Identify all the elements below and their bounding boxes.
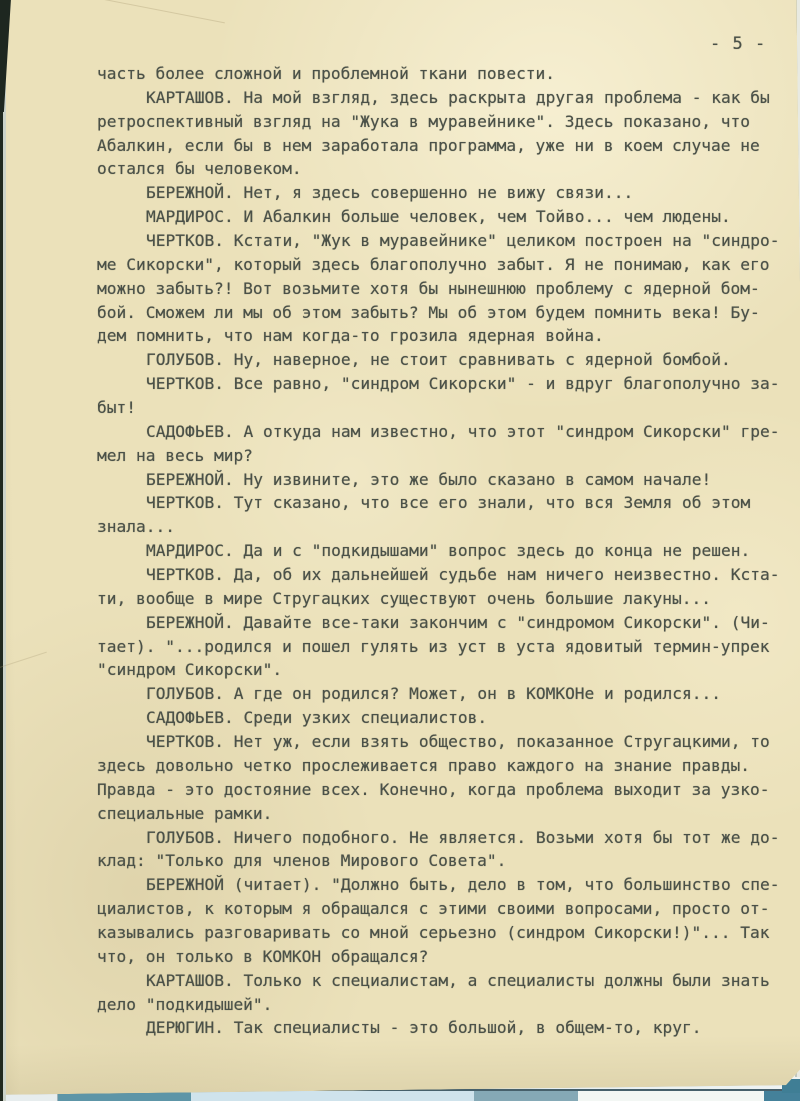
text-line: ретроспективный взгляд на "Жука в муравейнике". Здесь показано, что [97, 111, 750, 131]
text-line: ЧЕРТКОВ. Тут сказано, что все его знали, что вся Земля об этом [146, 493, 751, 513]
text-line: часть более сложной и проблемной ткани повести. [97, 64, 556, 83]
text-line: ГОЛУБОВ. А где он родился? Может, он в КОМКОНе и родился... [146, 684, 721, 704]
text-line: ЧЕРТКОВ. Да, об их дальнейшей судьбе нам ничего неизвестно. Кста- [146, 565, 780, 585]
text-line: ГОЛУБОВ. Ничего подобного. Не является. Возьми хотя бы тот же до- [146, 827, 780, 847]
text-line: тает). "...родился и пошел гулять из уст в уста ядовитый термин-упрек [97, 636, 770, 656]
text-line: здесь довольно четко прослеживается право каждого на знание правды. [97, 755, 750, 775]
text-line: специальные рамки. [97, 803, 273, 823]
text-line: мел на весь мир? [97, 445, 253, 465]
text-line: Правда - это достояние всех. Конечно, когда проблема выходит за узко- [97, 779, 770, 799]
text-line: САДОФЬЕВ. Среди узких специалистов. [146, 708, 488, 728]
text-line: можно забыть?! Вот возьмите хотя бы нынешнюю проблему с ядерной бом- [97, 278, 760, 298]
text-line: ДЕРЮГИН. Так специалисты - это большой, в общем-то, круг. [146, 1018, 702, 1038]
text-line: БЕРЕЖНОЙ (читает). "Должно быть, дело в том, что большинство спе- [146, 875, 780, 895]
text-line: дело "подкидышей". [97, 994, 273, 1014]
text-line: ЧЕРТКОВ. Кстати, "Жук в муравейнике" целиком построен на "синдро- [146, 231, 780, 251]
text-line: КАРТАШОВ. На мой взгляд, здесь раскрыта другая проблема - как бы [146, 87, 770, 107]
text-line: МАРДИРОС. Да и с "подкидышами" вопрос здесь до конца не решен. [146, 541, 751, 561]
text-line: МАРДИРОС. И Абалкин больше человек, чем Тойво... чем людены. [146, 207, 731, 227]
text-line: быт! [97, 398, 136, 418]
text-line: ЧЕРТКОВ. Все равно, "синдром Сикорски" - и вдруг благополучно за- [146, 374, 780, 394]
text-line: дем помнить, что нам когда-то грозила ядерная война. [97, 326, 604, 346]
text-column [97, 62, 797, 1040]
text-line: остался бы человеком. [97, 159, 302, 179]
text-line: САДОФЬЕВ. А откуда нам известно, что этот "синдром Сикорски" гре- [146, 421, 780, 441]
page-number: - 5 - [710, 34, 767, 54]
text-line: Абалкин, если бы в нем заработала программа, уже ни в коем случае не [97, 135, 760, 155]
text-line: "синдром Сикорски". [97, 660, 283, 680]
text-line: бой. Сможем ли мы об этом забыть? Мы об этом будем помнить века! Бу- [97, 302, 760, 322]
text-line: что, он только в КОМКОН обращался? [97, 946, 429, 966]
text-line: знала... [97, 517, 175, 537]
text-line: БЕРЕЖНОЙ. Ну извините, это же было сказано в самом начале! [146, 469, 712, 489]
text-line: ти, вообще в мире Стругацких существуют очень большие лакуны... [97, 588, 711, 608]
text-line: ЧЕРТКОВ. Нет уж, если взять общество, показанное Стругацкими, то [146, 732, 770, 752]
text-line: циалистов, к которым я обращался с этими своими вопросами, просто от- [97, 899, 770, 919]
text-line: ме Сикорски", который здесь благополучно забыт. Я не понимаю, как его [97, 254, 770, 274]
text-line: клад: "Только для членов Мирового Совета". [97, 851, 507, 871]
text-line: БЕРЕЖНОЙ. Нет, я здесь совершенно не вижу связи... [146, 183, 634, 203]
text-line: КАРТАШОВ. Только к специалистам, а специалисты должны были знать [146, 970, 770, 990]
text-line: ГОЛУБОВ. Ну, наверное, не стоит сравнивать с ядерной бомбой. [146, 350, 731, 370]
text-line: БЕРЕЖНОЙ. Давайте все-таки закончим с "синдромом Сикорски". (Чи- [146, 612, 770, 632]
text-line: казывались разговаривать со мной серьезно (синдром Сикорски!)"... Так [97, 922, 770, 942]
